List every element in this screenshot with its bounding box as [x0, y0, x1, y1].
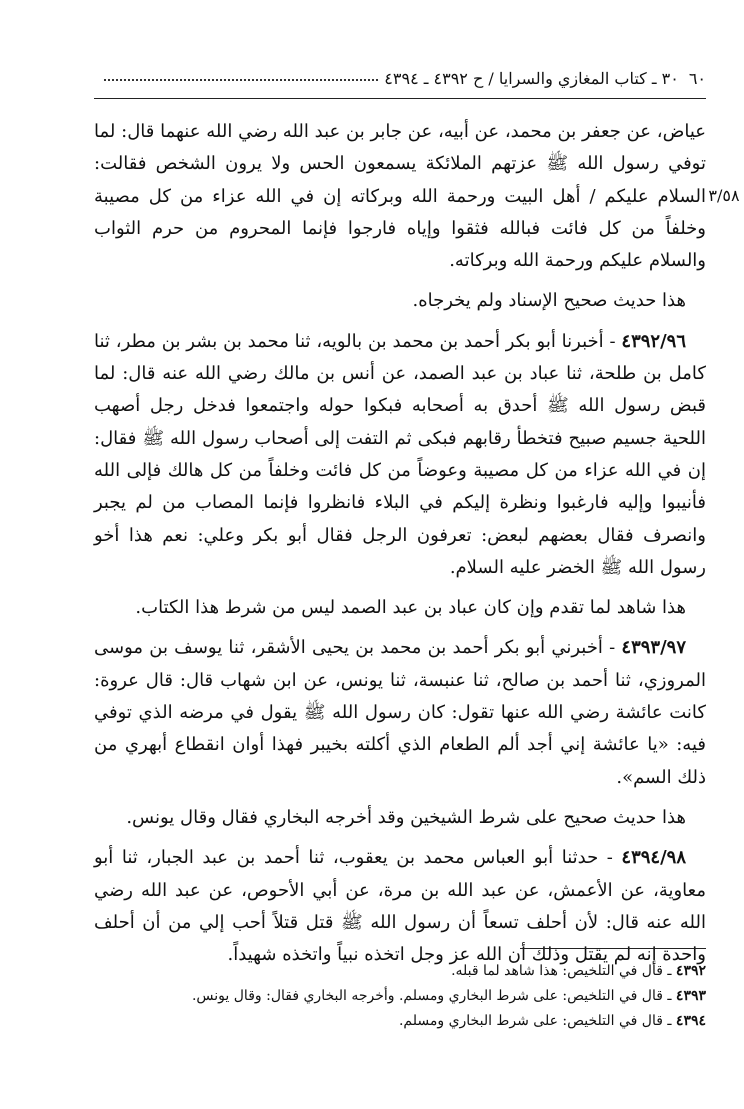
paragraph-comment-4393: هذا حديث صحيح على شرط الشيخين وقد أخرجه البخاري فقال وقال يونس.: [126, 806, 686, 828]
footnotes: [94, 960, 706, 1035]
footnote-text: ـ قال في التلخيص: على شرط البخاري ومسلم. وأخرجه البخاري فقال: وقال يونس.: [191, 988, 676, 1004]
hadith-4393: [94, 632, 706, 793]
running-header: [94, 62, 706, 94]
hadith-4392: [94, 326, 706, 584]
paragraph-comment-4392: هذا شاهد لما تقدم وإن كان عباد بن عبد الصمد ليس من شرط هذا الكتاب.: [135, 597, 686, 619]
footnote-item: [94, 985, 706, 1007]
footnote-number: ٤٣٩٤: [675, 1013, 706, 1029]
footnote-rule: [520, 948, 706, 949]
running-title: ٣٠ ـ كتاب المغازي والسرايا / ح ٤٣٩٢ ـ ٤٣٩٤: [384, 68, 679, 88]
footnote-number: ٤٣٩٣: [675, 988, 706, 1004]
hadith-number: ٤٣٩٣/٩٧: [621, 637, 686, 659]
header-dotted-leader: [104, 79, 378, 81]
footnote-text: ـ قال في التلخيص: هذا شاهد لما قبله.: [451, 963, 676, 979]
paragraph-2: هذا حديث صحيح الإسناد ولم يخرجاه.: [412, 290, 686, 312]
hadith-number: ٤٣٩٤/٩٨: [621, 847, 686, 869]
page-number: ٦٠: [688, 68, 706, 88]
margin-reference: ٣/٥٨: [708, 186, 740, 205]
hadith-number: ٤٣٩٢/٩٦: [621, 330, 686, 352]
header-rule: [94, 98, 706, 99]
footnote-item: [94, 1010, 706, 1032]
footnote-text: ـ قال في التلخيص: على شرط البخاري ومسلم.: [398, 1013, 676, 1029]
paragraph-1: عياض، عن جعفر بن محمد، عن أبيه، عن جابر بن عبد الله رضي الله عنهما قال: لما توفي رسول الله ﷺ عزتهم الملائكة يسمعون الحس ولا يرون الشخص فقالت: السلام عليكم / أهل البيت ورحمة الله وبركاته إن في الله عزاء من كل مصيبة وخلفاً من كل فائت فبالله فثقوا وإياه فارجوا فإنما المحروم من حرم الثواب والسلام عليكم ورحمة الله وبركاته.: [94, 121, 706, 272]
hadith-text: - أخبرنا أبو بكر أحمد بن محمد بن بالويه، ثنا محمد بن بشر بن مطر، ثنا كامل بن طلحة، ثنا عباد بن عبد الصمد، عن أنس بن مالك رضي الله عنه قال: لما قبض رسول الله ﷺ أحدق به أصحابه فبكوا حوله واجتمعوا فدخل رجل أصهب اللحية جسيم صبيح فتخطأ رقابهم فبكى ثم التفت إلى أصحاب رسول الله ﷺ فقال: إن في الله عزاء من كل مصيبة وعوضاً من كل فائت وخلفاً من كل هالك فإلى الله فأنيبوا وإليه فارغبوا ونظرة إليكم في البلاء فانظروا فإنما المصاب من لم يجبر وانصرف فقال بعضهم لبعض: تعرفون الرجل فقال أبو بكر وعلي: نعم هذا أخو رسول الله ﷺ الخضر عليه السلام.: [94, 330, 706, 578]
hadith-text: - حدثنا أبو العباس محمد بن يعقوب، ثنا أحمد بن عبد الجبار، ثنا أبو معاوية، عن الأعمش، عن عبد الله بن مرة، عن أبي الأحوص، عن عبد الله رضي الله عنه قال: لأن أحلف تسعاً أن رسول الله ﷺ قتل قتلاً أحب إلي من أن أحلف واحدة إنه لم يقتل وذلك أن الله عز وجل اتخذه نبياً واتخذه شهيداً.: [94, 847, 706, 966]
footnote-item: [94, 960, 706, 982]
hadith-4394: [94, 842, 706, 971]
footnote-number: ٤٣٩٢: [675, 963, 706, 979]
main-text: [94, 116, 706, 979]
hadith-text: - أخبرني أبو بكر أحمد بن محمد بن يحيى الأشقر، ثنا يوسف بن موسى المروزي، ثنا أحمد بن صالح، ثنا عنبسة، ثنا يونس، عن ابن شهاب قال: قال عروة: كانت عائشة رضي الله عنها تقول: كان رسول الله ﷺ يقول في مرضه الذي توفي فيه: «يا عائشة إني أجد ألم الطعام الذي أكلته بخيبر فهذا أوان انقطاع أبهري من ذلك السم».: [94, 637, 706, 788]
